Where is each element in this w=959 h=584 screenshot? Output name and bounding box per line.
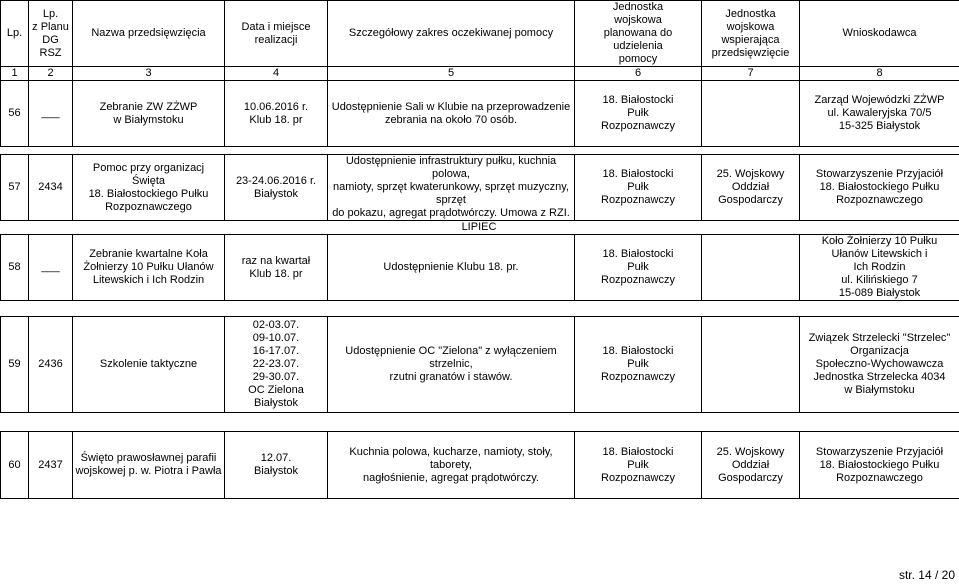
- row-applicant: Stowarzyszenie Przyjaciół 18. Białostockiego Pułku Rozpoznawczego: [800, 432, 959, 499]
- row-applicant: Koło Żołnierzy 10 Pułku Ułanów Litewskich i Ich Rodzin ul. Kilińskiego 7 15-089 Białystok: [800, 235, 959, 301]
- header-unit-planned: Jednostka wojskowa planowana do udzielenia pomocy: [575, 1, 702, 67]
- row-name: Pomoc przy organizacj Święta 18. Białostockiego Pułku Rozpoznawczego: [73, 155, 225, 221]
- spacer-row: [1, 301, 959, 317]
- col-number: 8: [800, 67, 959, 81]
- col-number: 2: [29, 67, 73, 81]
- col-number: 3: [73, 67, 225, 81]
- header-date: Data i miejsce realizacji: [225, 1, 328, 67]
- header-row: [1, 1, 959, 67]
- row-plan-lp: 2436: [29, 317, 73, 413]
- col-number: 7: [702, 67, 800, 81]
- row-date: 12.07. Białystok: [225, 432, 328, 499]
- row-date: 02-03.07. 09-10.07. 16-17.07. 22-23.07. 29-30.07. OC Zielona Białystok: [225, 317, 328, 413]
- row-support: 25. Wojskowy Oddział Gospodarczy: [702, 155, 800, 221]
- spacer-row: [1, 147, 959, 155]
- row-support: [702, 317, 800, 413]
- row-lp: 60: [1, 432, 29, 499]
- row-name: Zebranie ZW ZŻWP w Białymstoku: [73, 81, 225, 147]
- row-plan-lp: ___: [29, 235, 73, 301]
- row-support: [702, 81, 800, 147]
- row-date: 23-24.06.2016 r. Białystok: [225, 155, 328, 221]
- row-unit: 18. Białostocki Pułk Rozpoznawczy: [575, 155, 702, 221]
- header-unit-support: Jednostka wojskowa wspierająca przedsięwzięcie: [702, 1, 800, 67]
- col-number: 6: [575, 67, 702, 81]
- row-scope: Udostępnienie Sali w Klubie na przeprowadzenie zebrania na około 70 osób.: [328, 81, 575, 147]
- header-scope: Szczegółowy zakres oczekiwanej pomocy: [328, 1, 575, 67]
- row-lp: 57: [1, 155, 29, 221]
- header-name: Nazwa przedsięwzięcia: [73, 1, 225, 67]
- row-support: [702, 235, 800, 301]
- row-unit: 18. Białostocki Pułk Rozpoznawczy: [575, 432, 702, 499]
- row-date: 10.06.2016 r. Klub 18. pr: [225, 81, 328, 147]
- page-number: str. 14 / 20: [898, 568, 955, 582]
- table-row: [1, 81, 959, 147]
- row-support: 25. Wojskowy Oddział Gospodarczy: [702, 432, 800, 499]
- row-applicant: Zarząd Wojewódzki ZŻWP ul. Kawaleryjska 70/5 15-325 Białystok: [800, 81, 959, 147]
- row-applicant: Stowarzyszenie Przyjaciół 18. Białostockiego Pułku Rozpoznawczego: [800, 155, 959, 221]
- month-row: [1, 221, 959, 235]
- row-date: raz na kwartał Klub 18. pr: [225, 235, 328, 301]
- row-plan-lp: 2437: [29, 432, 73, 499]
- row-applicant: Związek Strzelecki "Strzelec" Organizacja Społeczno-Wychowawcza Jednostka Strzelecka 4034 w Białymstoku: [800, 317, 959, 413]
- col-number: 4: [225, 67, 328, 81]
- row-plan-lp: ___: [29, 81, 73, 147]
- row-scope: Udostępnienie Klubu 18. pr.: [328, 235, 575, 301]
- header-lp-planu: Lp. z Planu DG RSZ: [29, 1, 73, 67]
- row-unit: 18. Białostocki Pułk Rozpoznawczy: [575, 317, 702, 413]
- row-scope: Udostępnienie OC "Zielona" z wyłączeniem strzelnic, rzutni granatów i stawów.: [328, 317, 575, 413]
- month-label: LIPIEC: [461, 221, 497, 233]
- row-plan-lp: 2434: [29, 155, 73, 221]
- spacer-row: [1, 413, 959, 432]
- header-applicant: Wnioskodawca: [800, 1, 959, 67]
- table-row: [1, 317, 959, 413]
- row-unit: 18. Białostocki Pułk Rozpoznawczy: [575, 235, 702, 301]
- row-name: Szkolenie taktyczne: [73, 317, 225, 413]
- row-unit: 18. Białostocki Pułk Rozpoznawczy: [575, 81, 702, 147]
- column-numbers-row: [1, 67, 959, 81]
- col-number: 1: [1, 67, 29, 81]
- row-name: Zebranie kwartalne Koła Żołnierzy 10 Pułku Ułanów Litewskich i Ich Rodzin: [73, 235, 225, 301]
- header-lp: Lp.: [1, 1, 29, 67]
- table-row: [1, 155, 959, 221]
- row-name: Święto prawosławnej parafii wojskowej p. w. Piotra i Pawła: [73, 432, 225, 499]
- col-number: 5: [328, 67, 575, 81]
- row-scope: Udostępnienie infrastruktury pułku, kuchnia polowa, namioty, sprzęt kwaterunkowy, sprzęt muzyczny, sprzęt do pokazu, agregat prądotwórczy. Umowa z RZI.: [328, 155, 575, 221]
- table-row: [1, 235, 959, 301]
- table-row: [1, 432, 959, 499]
- row-lp: 59: [1, 317, 29, 413]
- row-lp: 58: [1, 235, 29, 301]
- row-scope: Kuchnia polowa, kucharze, namioty, stoły, taborety, nagłośnienie, agregat prądotwórczy.: [328, 432, 575, 499]
- row-lp: 56: [1, 81, 29, 147]
